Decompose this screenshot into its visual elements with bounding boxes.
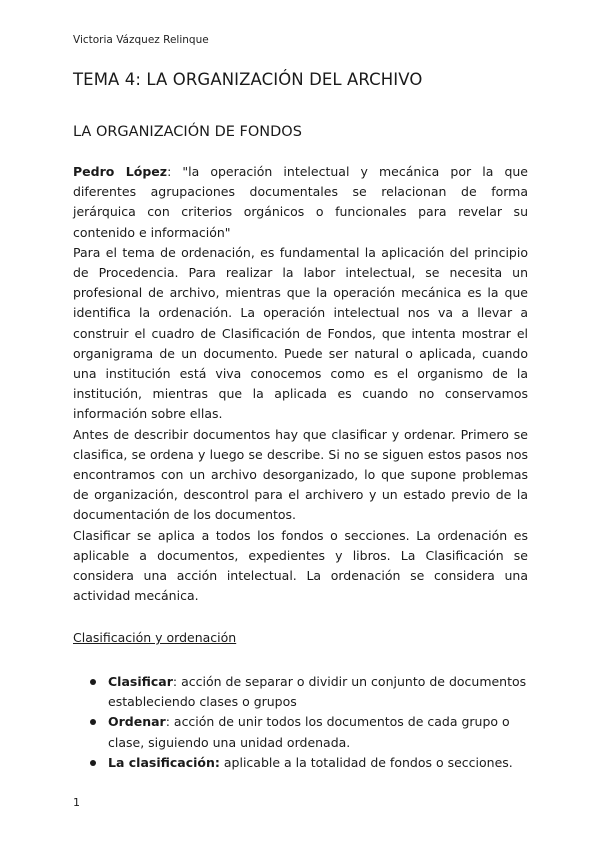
list-item: [88, 672, 528, 712]
bullet-list: [88, 672, 528, 773]
page-number: 1: [73, 796, 80, 809]
bullet-dot-icon: [90, 719, 96, 725]
bullet-text: : acción de separar o dividir un conjunto de documentos estableciendo clases o grupos: [108, 674, 527, 710]
paragraph-procedencia: Para el tema de ordenación, es fundamental la aplicación del principio de Procedencia. Para realizar la labor intelectual, se necesita un profesional de archivo, mientras que la operación mecánica es la que identifica la ordenación. La operación intelectual nos va a llevar a construir el cuadro de Clasificación de Fondos, que intenta mostrar el organigrama de un documento. Puede ser natural o aplicada, cuando una institución está viva conocemos como es el organismo de la institución, mientras que la aplicada es cuando no conservamos información sobre ellas.: [73, 244, 528, 422]
section-title: LA ORGANIZACIÓN DE FONDOS: [73, 124, 302, 140]
paragraph-definition: [73, 162, 528, 243]
paragraph-aplicacion: Clasificar se aplica a todos los fondos o secciones. La ordenación es aplicable a documentos, expedientes y libros. La Clasificación se considera una acción intelectual. La ordenación se considera una actividad mecánica.: [73, 527, 528, 604]
list-item: [88, 712, 528, 752]
page-title: TEMA 4: LA ORGANIZACIÓN DEL ARCHIVO: [73, 70, 423, 89]
bullet-term: La clasificación:: [108, 754, 220, 770]
header-author: Victoria Vázquez Relinque: [73, 34, 209, 46]
definition-quote: : "la operación intelectual y mecánica por la que diferentes agrupaciones documentales se relacionan de forma jerárquica con criterios orgánicos o funcionales para revelar su contenido e información": [73, 164, 528, 240]
bullet-text: aplicable a la totalidad de fondos o secciones.: [219, 754, 513, 770]
bullet-term: Clasificar: [108, 674, 173, 689]
paragraph-clasificar-ordenar: Antes de describir documentos hay que clasificar y ordenar. Primero se clasifica, se ordena y luego se describe. Si no se siguen estos pasos nos encontramos con un archivo desorganizado, lo que supone problemas de organización, descontrol para el archivero y un estado previo de la documentación de los documentos.: [73, 426, 528, 523]
bullet-term: Ordenar: [108, 714, 166, 730]
bullet-dot-icon: [90, 760, 96, 766]
body-text: [73, 162, 528, 606]
list-item: [88, 753, 528, 773]
definition-author: Pedro López: [73, 164, 168, 179]
bullet-text: : acción de unir todos los documentos de cada grupo o clase, siguiendo una unidad ordenada.: [108, 714, 510, 750]
subheading-clasificacion: Clasificación y ordenación: [73, 630, 237, 645]
bullet-dot-icon: [90, 679, 96, 685]
